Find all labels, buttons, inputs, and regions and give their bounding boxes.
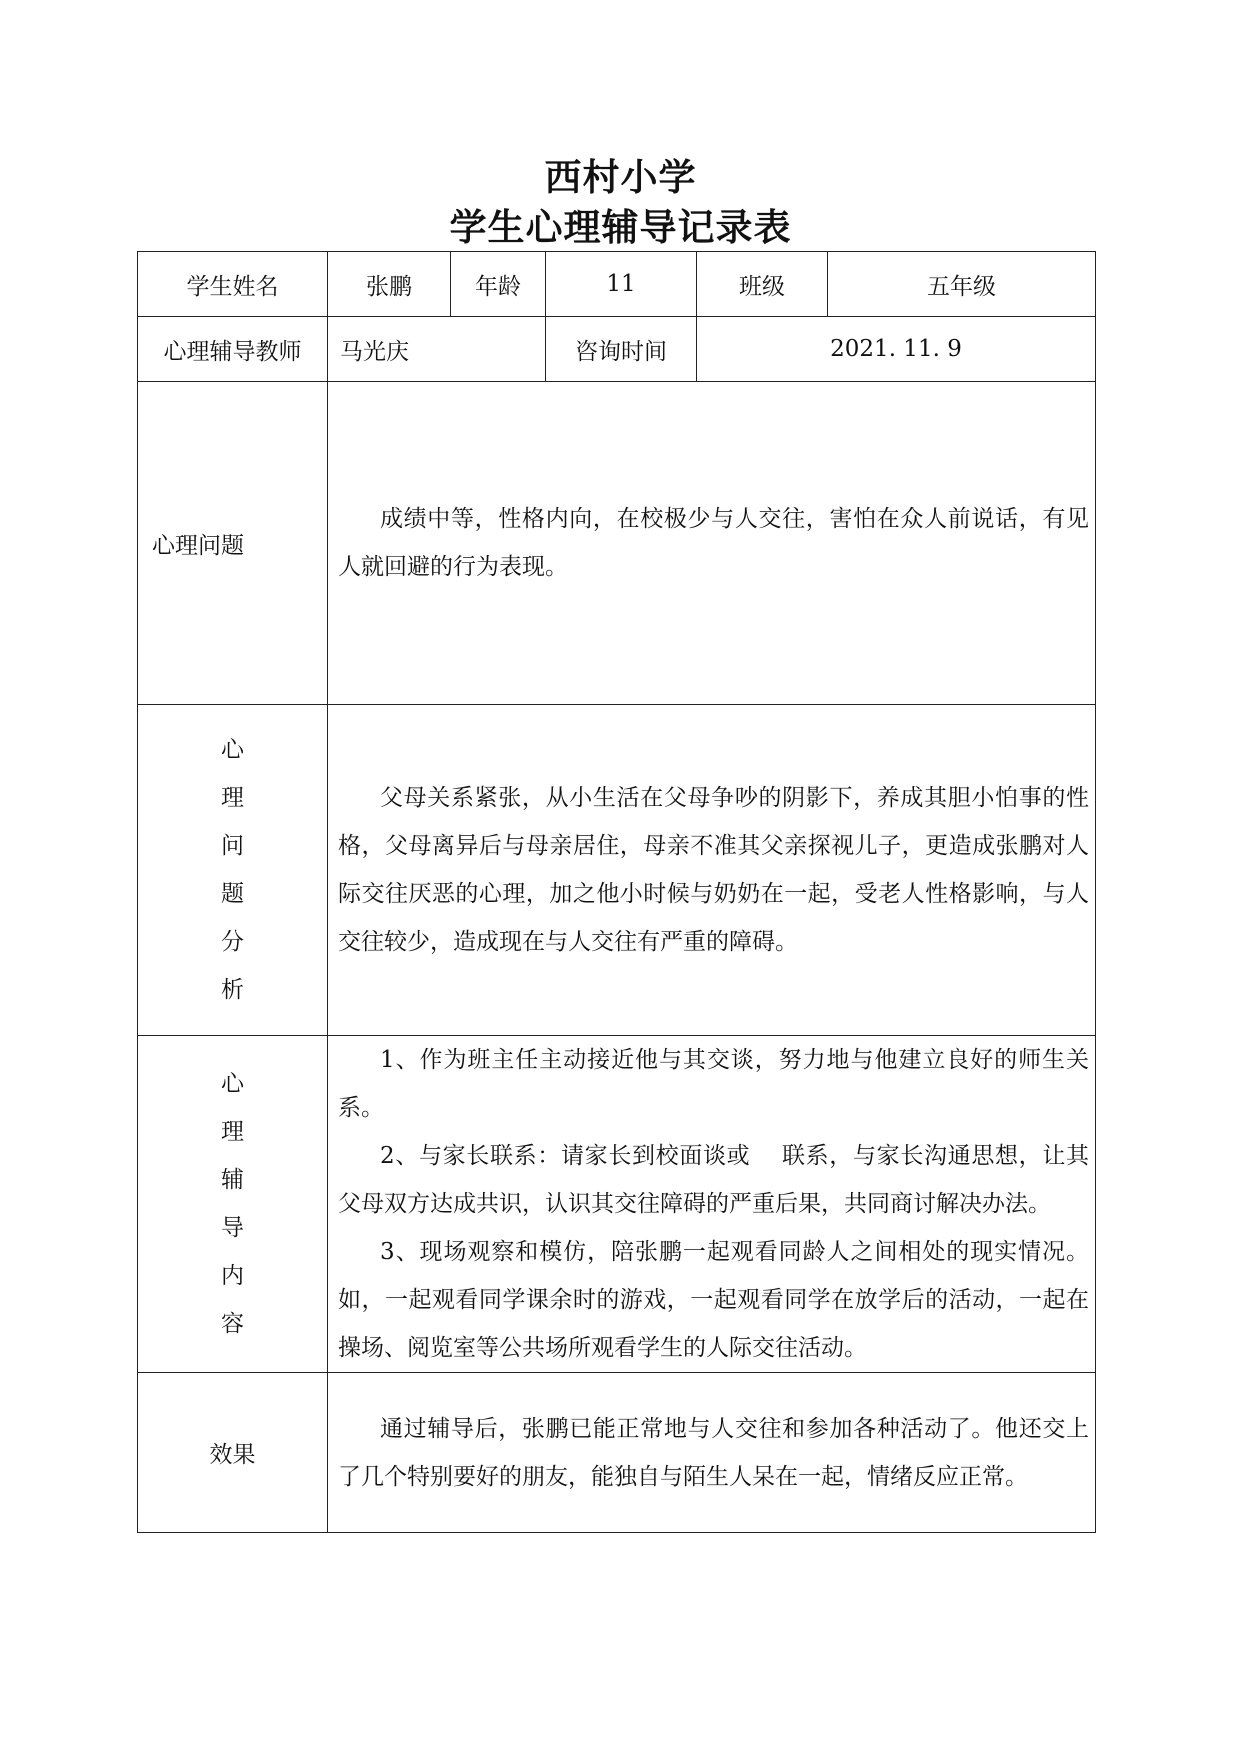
student-name-label: 学生姓名 [138,252,328,317]
analysis-label-char: 分 [221,929,244,955]
content-paragraph-2: 2、与家长联系：请家长到校面谈或 联系，与家长沟通思想，让其父母双方达成共识，认识其交往障碍的严重后果，共同商讨解决办法。 [338,1143,1089,1217]
problem-paragraph: 成绩中等，性格内向，在校极少与人交往，害怕在众人前说话，有见人就回避的行为表现。 [338,506,1089,580]
content-label-char: 心 [221,1071,244,1097]
problem-text [328,382,1096,705]
analysis-label-char: 问 [221,833,244,859]
problem-row [138,382,1096,705]
analysis-label-char: 理 [221,785,244,811]
effect-label: 效果 [138,1373,328,1533]
content-text [328,1036,1096,1373]
age-value: 11 [546,252,697,317]
effect-row [138,1373,1096,1533]
content-paragraph-1: 1、作为班主任主动接近他与其交谈，努力地与他建立良好的师生关系。 [338,1047,1089,1121]
effect-text [328,1373,1096,1533]
analysis-label-char: 题 [221,881,244,907]
content-label-char: 内 [221,1263,244,1289]
teacher-value: 马光庆 [328,317,546,382]
class-label: 班级 [697,252,828,317]
analysis-paragraph: 父母关系紧张，从小生活在父母争吵的阴影下，养成其胆小怕事的性格，父母离异后与母亲居住，母亲不准其父亲探视儿子，更造成张鹏对人际交往厌恶的心理，加之他小时候与奶奶在一起，受老人性格影响，与人交往较少，造成现在与人交往有严重的障碍。 [338,785,1089,955]
content-paragraph-3: 3、现场观察和模仿，陪张鹏一起观看同龄人之间相处的现实情况。如，一起观看同学课余时的游戏，一起观看同学在放学后的活动，一起在操场、阅览室等公共场所观看学生的人际交往活动。 [338,1239,1089,1361]
analysis-label-char: 心 [221,737,244,763]
analysis-row [138,705,1096,1036]
content-label [138,1036,328,1373]
counseling-record-table [137,251,1096,1533]
teacher-label: 心理辅导教师 [138,317,328,382]
consult-time-label: 咨询时间 [546,317,697,382]
student-info-row [138,252,1096,317]
age-label: 年龄 [451,252,546,317]
consult-time-value: 2021. 11. 9 [697,317,1096,382]
teacher-info-row [138,317,1096,382]
school-title: 西村小学 [544,156,697,199]
content-label-char: 理 [221,1119,244,1145]
problem-label: 心理问题 [138,382,328,705]
form-title: 学生心理辅导记录表 [449,206,792,249]
content-row [138,1036,1096,1373]
content-label-char: 容 [221,1311,244,1337]
student-name-value: 张鹏 [328,252,451,317]
analysis-text [328,705,1096,1036]
class-value: 五年级 [828,252,1096,317]
analysis-label-char: 析 [221,977,244,1003]
content-label-char: 辅 [221,1167,244,1193]
analysis-label [138,705,328,1036]
effect-paragraph: 通过辅导后，张鹏已能正常地与人交往和参加各种活动了。他还交上了几个特别要好的朋友，能独自与陌生人呆在一起，情绪反应正常。 [338,1415,1089,1490]
content-label-char: 导 [221,1215,244,1241]
